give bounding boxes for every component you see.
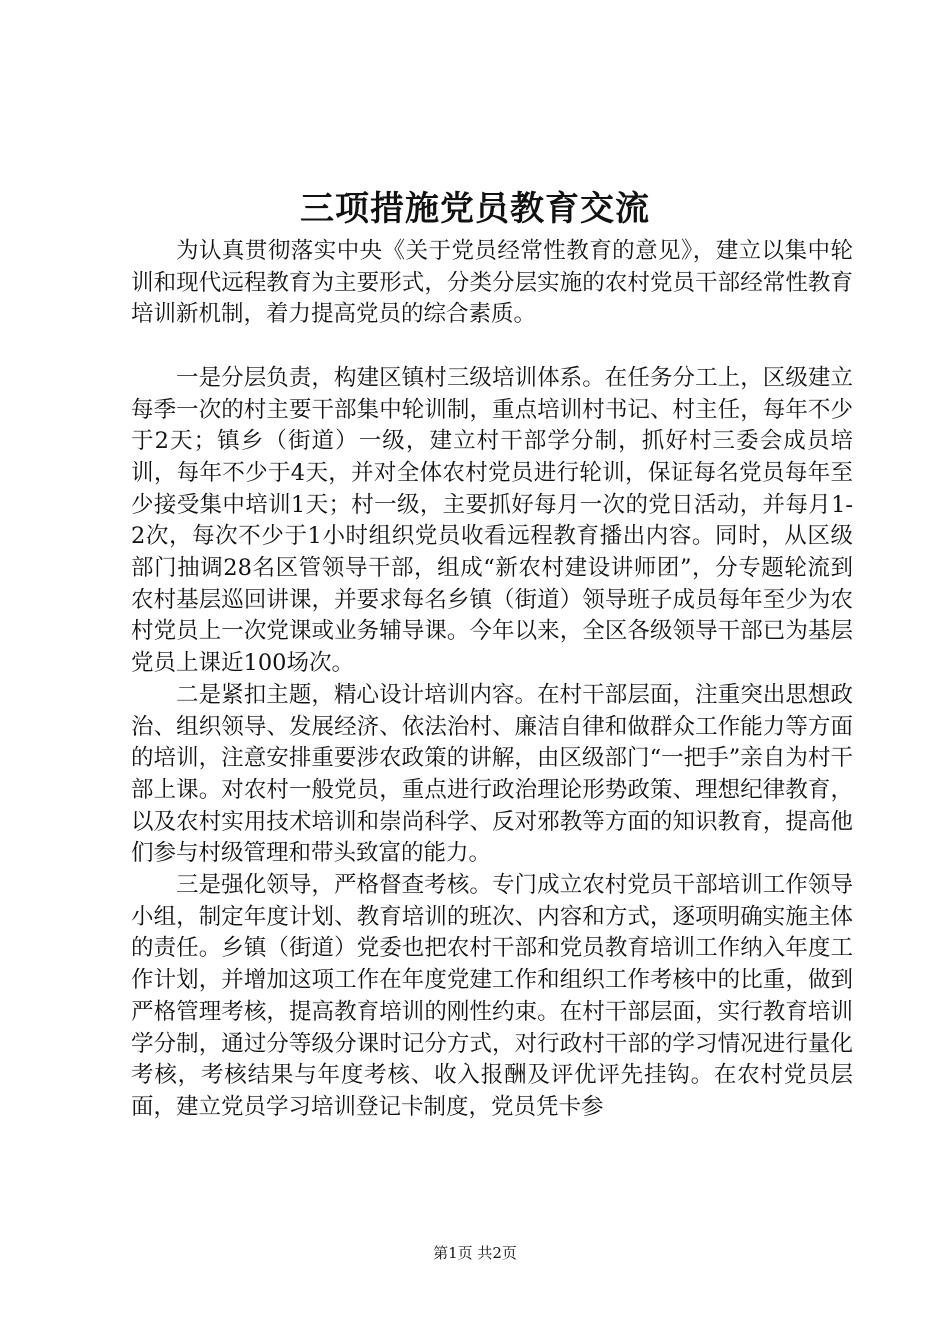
document-body (131, 236, 853, 1124)
intro-paragraph: 为认真贯彻落实中央《关于党员经常性教育的意见》，建立以集中轮训和现代远程教育为主要形式，分类分层实施的农村党员干部经常性教育培训新机制，着力提高党员的综合素质。 (131, 238, 853, 328)
measure-one-paragraph: 一是分层负责，构建区镇村三级培训体系。在任务分工上，区级建立每季一次的村主要干部集中轮训制，重点培训村书记、村主任，每年不少于2天；镇乡（街道）一级，建立村干部学分制，抓好村三委会成员培训，每年不少于4天，并对全体农村党员进行轮训，保证每名党员每年至少接受集中培训1天；村一级，主要抓好每月一次的党日活动，并每月1-2次，每次不少于1小时组织党员收看远程教育播出内容。同时，从区级部门抽调28名区管领导干部，组成“新农村建设讲师团”，分专题轮流到农村基层巡回讲课，并要求每名乡镇（街道）领导班子成员每年至少为农村党员上一次党课或业务辅导课。今年以来，全区各级领导干部已为基层党员上课近100场次。 (131, 364, 853, 677)
measure-three-paragraph: 三是强化领导，严格督查考核。专门成立农村党员干部培训工作领导小组，制定年度计划、教育培训的班次、内容和方式，逐项明确实施主体的责任。乡镇（街道）党委也把农村干部和党员教育培训工作纳入年度工作计划，并增加这项工作在年度党建工作和组织工作考核中的比重，做到严格管理考核，提高教育培训的刚性约束。在村干部层面，实行教育培训学分制，通过分等级分课时记分方式，对行政村干部的学习情况进行量化考核，考核结果与年度考核、收入报酬及评优评先挂钩。在农村党员层面，建立党员学习培训登记卡制度，党员凭卡参 (131, 872, 853, 1120)
page-number-footer: 第1页 共2页 (433, 1244, 517, 1262)
document-title: 三项措施党员教育交流 (300, 189, 650, 229)
measure-two-paragraph: 二是紧扣主题，精心设计培训内容。在村干部层面，注重突出思想政治、组织领导、发展经济、依法治村、廉洁自律和做群众工作能力等方面的培训，注意安排重要涉农政策的讲解，由区级部门“一把手”亲自为村干部上课。对农村一般党员，重点进行政治理论形势政策、理想纪律教育，以及农村实用技术培训和崇尚科学、反对邪教等方面的知识教育，提高他们参与村级管理和带头致富的能力。 (131, 681, 853, 867)
